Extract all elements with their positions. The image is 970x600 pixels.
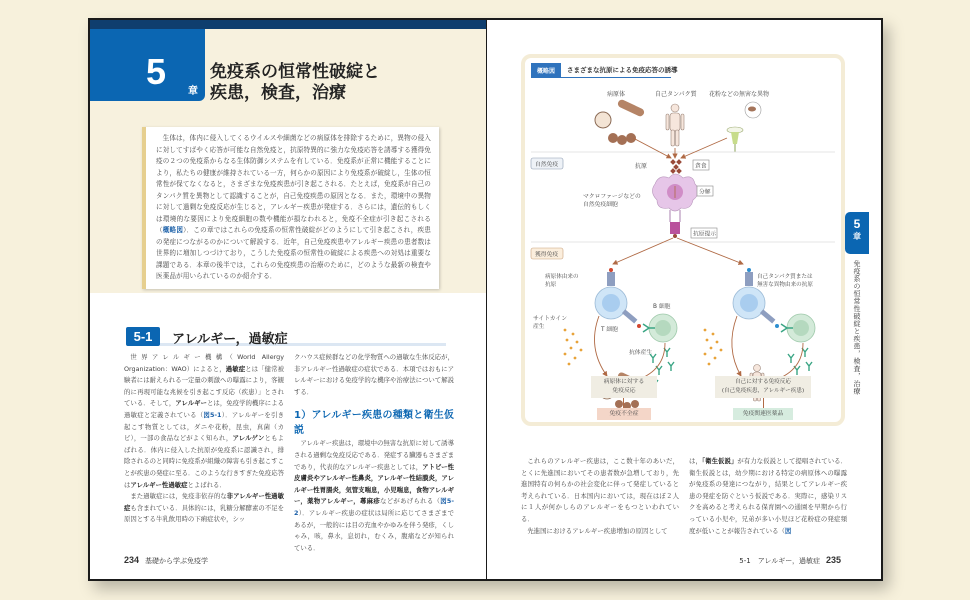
pollen-flower-icon [727, 102, 761, 152]
label-antibody-left: 抗体産生 [629, 350, 653, 356]
paragraph: クハウス症候群などの化学物質への過敏な生体反応が，非アレルギー性過敏症の症状である．本項ではおもにアレルギーにおける免疫学的な機序や治療法について解説する． [294, 353, 454, 396]
response-self-line1: 自己に対する免疫反応 [735, 379, 791, 385]
side-tab-number: 5 [853, 217, 861, 231]
antibody-icon [668, 362, 674, 371]
cytokine-dots-right [704, 329, 723, 366]
bold-term: 非アレルギー性過敏症 [124, 492, 284, 512]
label-pathogen-antigen-1: 病原体由来の [545, 274, 579, 280]
antibody-icon [650, 354, 656, 363]
text: とよばれる． [187, 480, 226, 489]
cytokine-dot [714, 357, 717, 360]
cytokine-dot [706, 339, 709, 342]
response-pathogen-line2: 免疫反応 [612, 388, 636, 394]
arrow [775, 343, 803, 380]
label-self-antigen-2: 無害な異物由来の抗原 [757, 282, 813, 288]
chapter-title-line2: 疾患，検査，治療 [210, 83, 346, 103]
book-spread [88, 18, 883, 581]
figure-link[interactable]: 図 [784, 526, 792, 535]
chapter-number: 5 [146, 51, 167, 92]
chapter-suffix: 章 [188, 86, 198, 97]
label-self-protein: 自己タンパク質 [655, 91, 697, 98]
bold-term: 過敏症 [225, 364, 246, 373]
cytokine-dot [564, 353, 567, 356]
response-pathogen-line1: 病原体に対する [603, 379, 645, 385]
paragraph [124, 491, 284, 526]
label-pathogen-antigen-2: 抗原 [545, 282, 557, 288]
immunodeficiency-box: 免疫不全症 [597, 408, 651, 420]
arrow [681, 138, 727, 158]
cytokine-dot [568, 363, 571, 366]
bold-term: アレルギー性過敏症 [130, 480, 188, 489]
chapter-intro-text [156, 133, 431, 283]
right-column-1 [521, 456, 679, 537]
right-page [487, 20, 881, 579]
side-tab-title: 免疫系の恒常性破綻と疾患，検査，治療 [853, 260, 861, 395]
label-pathogen: 病原体 [607, 91, 626, 98]
antibody-icon [788, 354, 794, 363]
chapter-side-tab[interactable] [845, 212, 869, 254]
running-title: 5-1 アレルギー，過敏症 [739, 557, 820, 565]
section-number: 5-1 [126, 327, 160, 346]
section-heading [126, 327, 446, 346]
text: が有力な仮説として提唱されている．衛生仮説とは，幼少期における特定の病原体への曝露が免疫系の発達につながり，結果としてアレルギー疾患の発症を防ぐという仮説である．実際に，感染リスクを高めると考えられる保育園への通園を早期から行っている小児や，兄弟が多い小児ほど花粉症の発症頻度が低いことが報告されている（ [689, 457, 847, 535]
text: とは「健常被験者には耐えられる一定量の刺激への曝露により，客観的に再現可能な兆候を引き起こす反応（疾患）」とされている．そして， [124, 364, 285, 408]
folio-right [739, 555, 841, 566]
paragraph [294, 438, 454, 554]
bold-term: アレルゲン [232, 434, 265, 443]
chapter-header [90, 29, 487, 293]
intro-text-b: ）．この章ではこれらの免疫系の恒常性破綻がどのようにして引き起こされ，疾患の発症につながるのかについて解説する．近年，自己免疫疾患やアレルギー疾患の患者数は世界的に増加しつづけており，こうした免疫系の恒常性の破綻による疾患への対処は重要な課題である．本章の後半では，これらの免疫疾患の治療のために，どのような最新の検査や医薬品が用いられているのか紹介する． [156, 226, 431, 280]
left-column-2 [294, 352, 454, 554]
left-column-1 [124, 352, 284, 526]
cytokine-dots-left [564, 329, 583, 366]
human-body-icon [666, 104, 684, 146]
right-column-2 [689, 456, 847, 537]
text: などがあげられる（ [380, 497, 441, 506]
chapter-number-block [90, 29, 205, 101]
chapter-intro-box [142, 127, 439, 289]
inhibit-line [763, 398, 764, 408]
pathogen-response-box [591, 376, 657, 398]
cytokine-dot [572, 333, 575, 336]
cytokine-dot [564, 329, 567, 332]
chapter-title [210, 62, 380, 104]
cytokine-dot [566, 339, 569, 342]
cytokine-dot [716, 341, 719, 344]
cytokine-dot [704, 353, 707, 356]
cytokine-dot [580, 349, 583, 352]
cytokine-dot [704, 329, 707, 332]
text: も含まれている．具体的には，乳糖分解酵素の不足を原因とする牛乳飲用時の下痢症状や，シッ [124, 503, 285, 524]
cytokine-dot [574, 357, 577, 360]
text: また過敏症には，免疫非依存的な [130, 492, 227, 501]
self-response-box [715, 376, 811, 398]
folio-left [124, 555, 208, 566]
figure-link[interactable]: 図5-2 [294, 497, 454, 517]
overview-figure [521, 54, 845, 426]
paragraph: これらのアレルギー疾患は，ここ数十年のあいだ，とくに先進国においてその患者数が急増しており，先進国特有の何らかの社会変化に伴って発症していると考えられている．日本国内においては，現在はぼ２人に１人が何かしらのアレルギーをもつといわれている． [521, 457, 679, 523]
page-number: 235 [825, 555, 841, 565]
label-cytokine-1: サイトカイン [533, 316, 568, 322]
chapter-top-bar [90, 20, 487, 29]
text: は， [689, 457, 702, 465]
page-number: 234 [124, 555, 140, 565]
subsection-heading: 1）アレルギー疾患の種類と衛生仮説 [294, 410, 454, 437]
chapter-title-line1: 免疫系の恒常性破綻と [210, 62, 380, 82]
label-phagocytosis: 貪食 [695, 163, 707, 170]
label-cytokine-2: 産生 [533, 324, 545, 330]
overview-figure-link[interactable]: 概略図 [162, 226, 184, 234]
paragraph [689, 456, 847, 537]
cytokine-dot [712, 333, 715, 336]
section-title: アレルギー，過敏症 [172, 332, 288, 347]
label-presentation: 抗原提示 [693, 231, 717, 238]
running-title: 基礎から学ぶ免疫学 [145, 557, 209, 565]
label-harmless: 花粉などの無害な異物 [709, 91, 770, 98]
cytokine-dot [720, 349, 723, 352]
label-b-cell-left: B 細胞 [653, 304, 671, 310]
label-innate: 自然免疫 [535, 162, 559, 168]
text: ）．アレルギー疾患の症状は局所に応じてさまざまであるが，一般的には目の充血やかゆみを伴う発疹，くしゃみ，咳，鼻水，息切れ，むくみ，腹痛などが知られている． [294, 508, 454, 552]
bold-term: アトピー性皮膚炎やアレルギー性鼻炎，アレルギー性結膜炎，アレルギー性胃腸炎，気管支喘息，小児喘息，食物アレルギー，薬物アレルギー，蕁麻疹 [294, 462, 454, 506]
pathogen-icon [595, 98, 645, 145]
arrow [637, 343, 665, 380]
paragraph: 先進国におけるアレルギー疾患増加の原因として [527, 526, 668, 535]
antibody-icon [806, 362, 812, 371]
figure-link[interactable]: 図5-1 [203, 410, 222, 419]
b-cell-right [781, 314, 815, 342]
macrophage-icon [652, 174, 698, 211]
bold-term: 「衛生仮説」 [701, 457, 738, 465]
drugs-box: 免疫関連医薬品 [733, 408, 793, 420]
label-t-cell-left: T 細胞 [601, 327, 618, 333]
cytokine-dot [708, 363, 711, 366]
arrow [633, 138, 671, 158]
label-acquired: 獲得免疫 [535, 252, 559, 258]
figure-diagram [525, 58, 841, 422]
text: とは，免疫学的機序による過敏症と定義されている（ [124, 399, 285, 419]
left-page [90, 20, 487, 579]
arrow [595, 316, 608, 376]
cytokine-dot [710, 347, 713, 350]
label-macrophage-1: マクロファージなどの [583, 194, 641, 200]
figure-tag: 概略図 [531, 63, 561, 78]
text: ともよばれる．体内に侵入した抗原が免疫系に認識され，排除されるのと同時に免疫系が組織の障害も引き起こすことが疾患の発症に至る．このような行きすぎた免疫応答は [124, 434, 285, 489]
figure-caption: さまざまな抗原による免疫応答の誘導 [567, 66, 678, 74]
paragraph [124, 352, 284, 491]
label-macrophage-2: 自然免疫細胞 [583, 202, 618, 208]
b-cell-left [643, 314, 677, 342]
text: ）．アレルギーを引き起こす物質としては，ダニや花粉，昆虫，真菌（カビ），一部の食品などがよく知られ， [124, 410, 285, 443]
intro-text-a: 生体は，体内に侵入してくるウイルスや細菌などの病原体を排除するために，異物の侵入に対してすばやく応答が可能な自然免疫と，抗原特異的に強力な免疫応答を誘導する獲得免疫の２つの免疫系からなる生体防御システムを有している．免疫系が正常に機能することにより，私たちの健康が維持されている一方，何らかの原因により免疫系が破綻し，生体の恒常性が保てなくなると，さまざまな免疫疾患が引き起こされる．たとえば，免疫系が自己のタンパク質を異物として認識することが，自己免疫疾患の原因となる．また，環境中の異物に対して過剰な免疫反応が生じると，アレルギー疾患が発症する．さらには，遺伝的もしくは環境的な要因により免疫細胞の数や機能が損なわれると，免疫不全症が引き起こされる（ [156, 134, 431, 234]
arrow [732, 316, 741, 376]
text: 世界アレルギー機構（World Allergy Organization：WAO）によると， [124, 353, 284, 373]
cytokine-dot [570, 347, 573, 350]
bold-term: アレルギー [175, 399, 207, 408]
t-cell-left [595, 268, 641, 328]
mhc-icon [670, 222, 680, 234]
label-antigen: 抗原 [635, 163, 648, 170]
text: アレルギー疾患は，環境中の無害な抗原に対して誘導される過剰な免疫反応である．発症する臓器もさまざまであり，代表的なアレルギー疾患としては， [294, 439, 454, 471]
label-self-antigen-1: 自己タンパク質または [757, 274, 813, 280]
response-self-line2: (自己免疫疾患，アレルギー疾患) [721, 388, 805, 394]
inhibit-line [623, 398, 624, 408]
cytokine-dot [576, 341, 579, 344]
antigen-icon [670, 159, 682, 174]
side-tab-suffix: 章 [853, 232, 861, 241]
label-degradation: 分解 [699, 189, 711, 196]
